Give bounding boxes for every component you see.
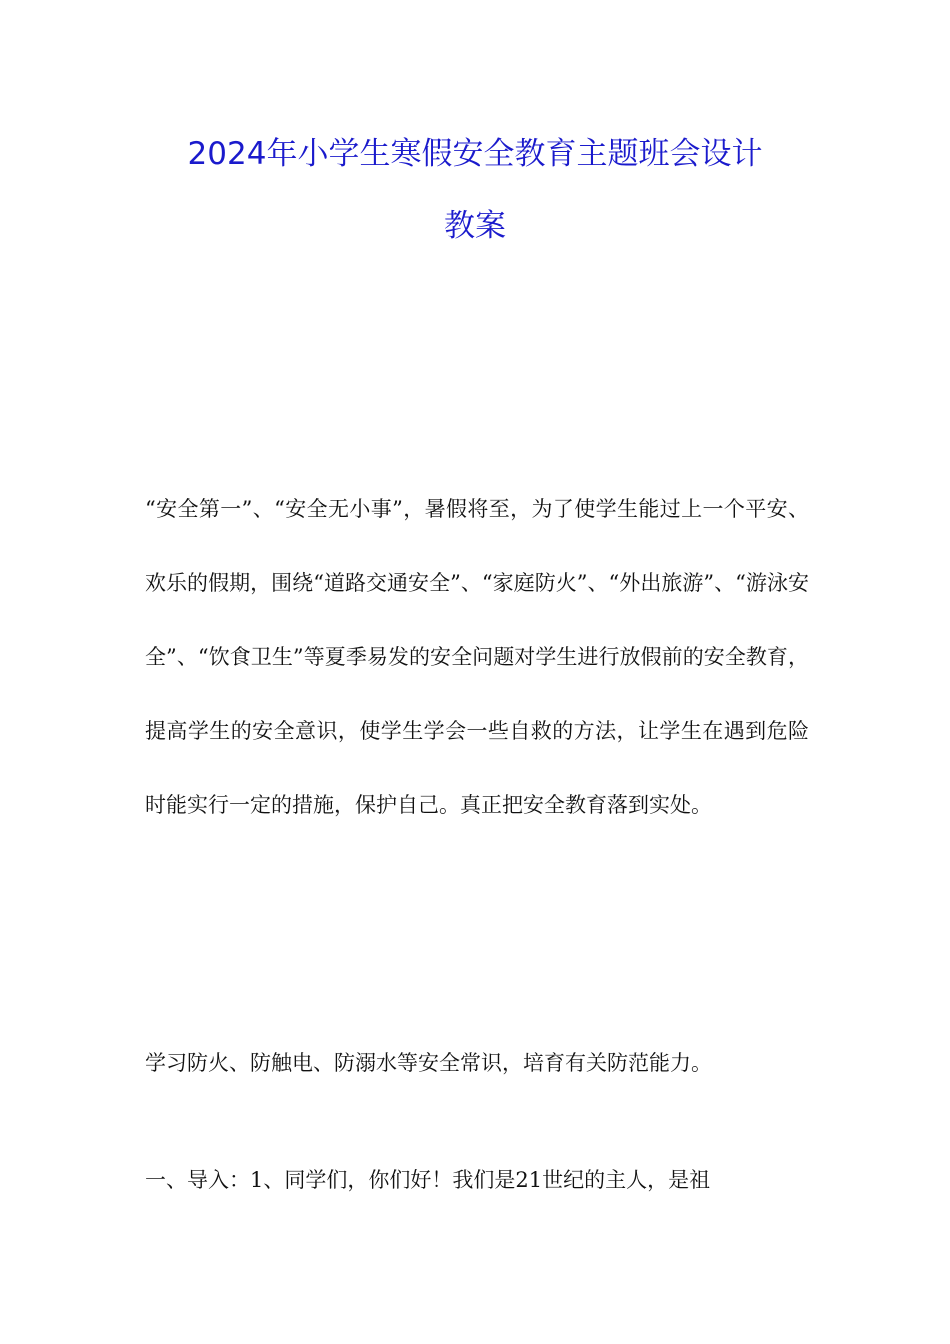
- paragraph-introduction: “安全第一”、“安全无小事”，暑假将至，为了使学生能过上一个平安、欢乐的假期，围绕“道路交通安全”、“家庭防火”、“外出旅游”、“游泳安全”、“饮食卫生”等夏季易发的安全问题对学生进行放假前的安全教育，提高学生的安全意识，使学生学会一些自救的方法，让学生在遇到危险时能实行一定的措施，保护自己。真正把安全教育落到实处。: [145, 497, 809, 817]
- paragraph-lead-in: 一、导入：1、同学们，你们好！我们是21世纪的主人，是祖: [145, 1168, 711, 1192]
- document-title-line-1: 2024年小学生寒假安全教育主题班会设计: [187, 136, 763, 172]
- document-title-line-2: 教案: [444, 208, 506, 244]
- paragraph-objective: 学习防火、防触电、防溺水等安全常识，培育有关防范能力。: [145, 1051, 712, 1075]
